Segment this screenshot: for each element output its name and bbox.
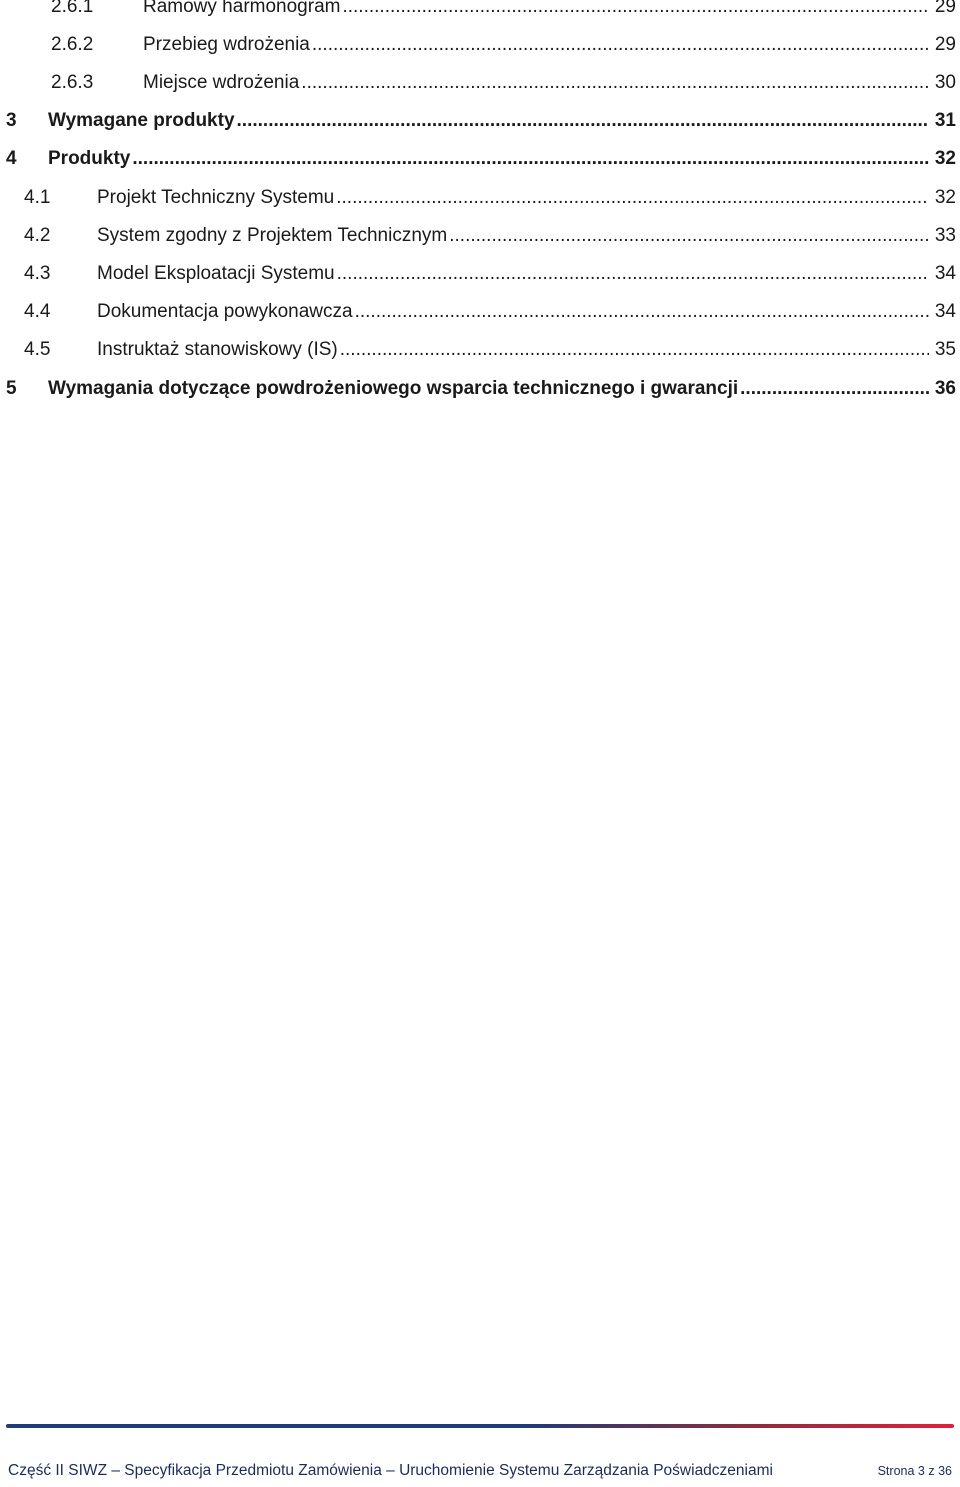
toc-entry[interactable] — [24, 335, 956, 365]
toc-entry-number: 2.6.3 — [51, 72, 94, 93]
toc-entry-page: 29 — [934, 0, 956, 17]
toc-entry-number: 4.3 — [24, 263, 51, 284]
toc-entry-title: Miejsce wdrożenia — [143, 72, 300, 93]
footer-divider — [6, 1424, 954, 1428]
footer-page-total: 36 — [938, 1464, 952, 1478]
toc-entry[interactable] — [6, 144, 956, 174]
footer-document-title: Część II SIWZ – Specyfikacja Przedmiotu Zamówienia – Uruchomienie Systemu Zarządzania Poświadczeniami — [8, 1462, 773, 1479]
toc-entry-page: 34 — [934, 263, 956, 284]
toc-entry-title: Wymagane produkty — [48, 110, 235, 131]
toc-entry-page: 29 — [934, 34, 956, 55]
toc-entry[interactable] — [51, 30, 956, 60]
toc-entry-page: 31 — [934, 110, 956, 131]
toc-entry-title: Instruktaż stanowiskowy (IS) — [97, 339, 338, 360]
toc-entry-title: Produkty — [48, 148, 131, 169]
toc-entry-number: 4 — [6, 148, 17, 169]
toc-entry-page: 34 — [934, 301, 956, 322]
toc-entry[interactable] — [24, 259, 956, 289]
toc-entry-number: 3 — [6, 110, 17, 131]
toc-entry-title: Ramowy harmonogram — [143, 0, 341, 17]
toc-entry-title: System zgodny z Projektem Technicznym — [97, 225, 448, 246]
toc-entry-title: Model Eksploatacji Systemu — [97, 263, 335, 284]
toc-dot-leader — [336, 183, 929, 213]
toc-entry[interactable] — [24, 221, 956, 251]
toc-dot-leader — [355, 297, 929, 327]
toc-entry-title: Dokumentacja powykonawcza — [97, 301, 353, 322]
toc-entry[interactable] — [24, 297, 956, 327]
footer-page-separator: z — [928, 1464, 935, 1478]
toc-entry[interactable] — [51, 68, 956, 98]
toc-dot-leader — [449, 221, 929, 251]
toc-entry-title: Przebieg wdrożenia — [143, 34, 310, 55]
toc-dot-leader — [342, 0, 928, 22]
toc-entry-title: Wymagania dotyczące powdrożeniowego wsparcia technicznego i gwarancji — [48, 378, 739, 399]
toc-entry[interactable] — [6, 374, 956, 404]
toc-entry-number: 2.6.2 — [51, 34, 94, 55]
toc-entry[interactable] — [51, 0, 956, 22]
toc-entry-page: 32 — [934, 187, 956, 208]
toc-entry-number: 5 — [6, 378, 17, 399]
toc-dot-leader — [312, 30, 929, 60]
toc-entry[interactable] — [6, 106, 956, 136]
toc-dot-leader — [237, 106, 929, 136]
toc-entry-page: 30 — [934, 72, 956, 93]
toc-entry-number: 4.1 — [24, 187, 51, 208]
footer-page-number — [878, 1464, 952, 1478]
toc-entry-number: 2.6.1 — [51, 0, 94, 17]
toc-dot-leader — [132, 144, 929, 174]
toc-entry-number: 4.4 — [24, 301, 51, 322]
toc-entry-page: 32 — [934, 148, 956, 169]
toc-dot-leader — [340, 335, 929, 365]
toc-entry-page: 36 — [934, 378, 956, 399]
footer-page-prefix: Strona — [877, 1464, 915, 1478]
toc-entry-number: 4.5 — [24, 339, 51, 360]
toc-entry-page: 35 — [934, 339, 956, 360]
toc-entry-number: 4.2 — [24, 225, 51, 246]
toc-entry-page: 33 — [934, 225, 956, 246]
toc-dot-leader — [301, 68, 929, 98]
toc-dot-leader — [740, 374, 929, 404]
toc-entry-title: Projekt Techniczny Systemu — [97, 187, 335, 208]
toc-entry[interactable] — [24, 183, 956, 213]
page-footer — [8, 1462, 952, 1484]
toc-dot-leader — [337, 259, 929, 289]
footer-page-current: 3 — [917, 1464, 925, 1478]
